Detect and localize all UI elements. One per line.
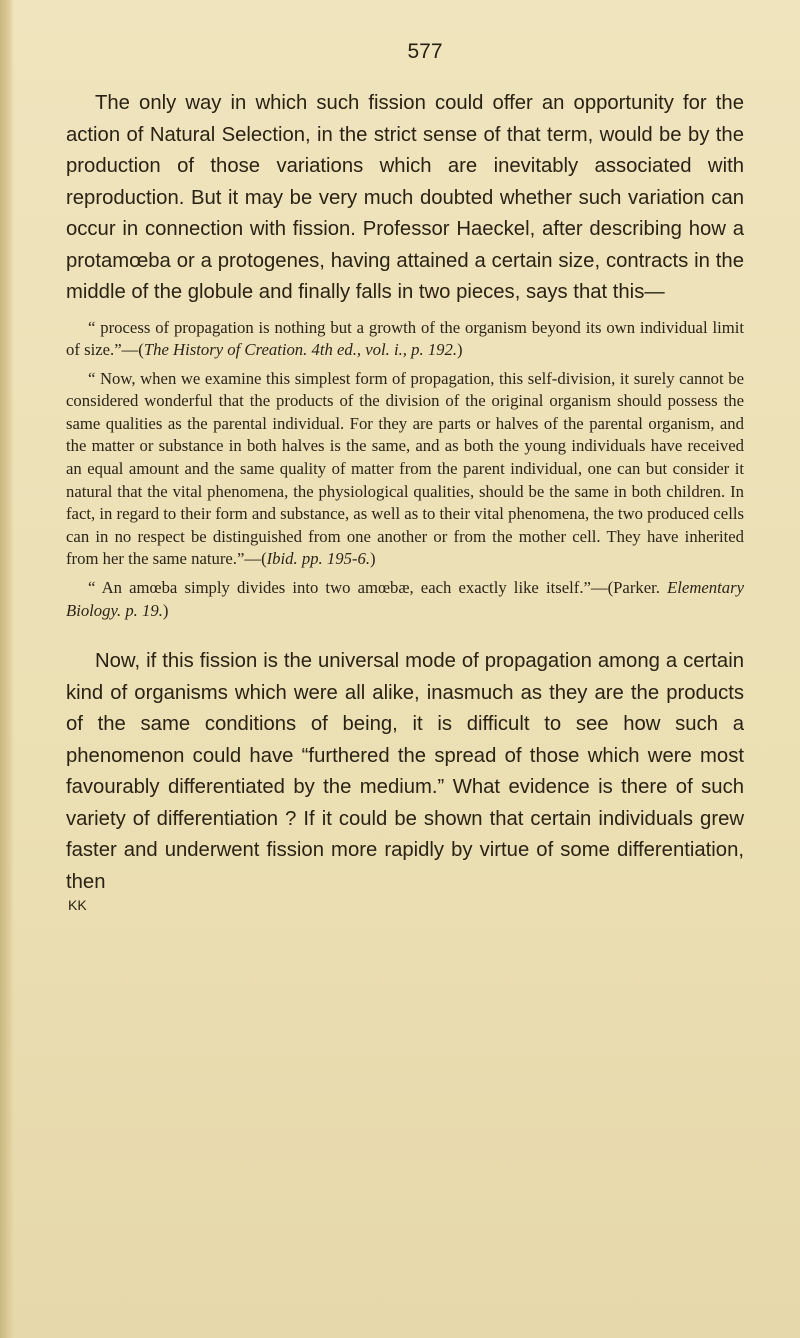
quote-parker	[66, 577, 744, 622]
quote-3-close: )	[162, 600, 169, 620]
quote-1-close: )	[457, 340, 463, 360]
book-page	[66, 40, 744, 912]
quote-1-citation: The History of Creation. 4th ed., vol. i., p. 192.	[143, 340, 458, 360]
quote-2-text: “ Now, when we examine this simplest form of propagation, this self-division, it surely cannot be considered wonderful that the products of the division of the original organism should possess the same qualities as the parental individual. For they are parts or halves of the parental organism, and the matter or substance in both halves is the same, and as both the young individuals have received an equal amount and the same quality of matter from the parent individual, one can but consider it natural that the vital phenomena, the physiological qualities, should be the same in both children. In fact, in regard to their form and substance, as well as to their vital phenomena, the two produced cells can in no respect be distinguished from one another or from the mother cell. They have inherited from her the same nature.”—(	[66, 368, 744, 569]
quote-haeckel-1	[66, 317, 744, 362]
quote-1-text: “ process of propagation is nothing but a growth of the organism beyond its own individual limit of size.”—(	[66, 317, 744, 360]
page-number: 577	[407, 40, 443, 63]
quote-3-citation: Elementary Biology. p. 19.	[66, 578, 744, 620]
signature-mark: KK	[68, 897, 87, 914]
paragraph-1: The only way in which such fission could offer an opportunity for the action of Natural Selection, in the strict sense of that term, would be by the production of those variations which are inevitably associated with reproduction. But it may be very much doubted whether such variation can occur in connection with fission. Professor Haeckel, after describing how a protamœba or a protogenes, having attained a certain size, contracts in the middle of the globule and finally falls in two pieces, says that this—	[66, 92, 744, 303]
page-binding-edge	[0, 0, 14, 1338]
quote-haeckel-2	[66, 368, 744, 571]
quote-3-text: “ An amœba simply divides into two amœbæ, each exactly like itself.”—(Parker.	[88, 578, 668, 598]
quote-2-close: )	[370, 549, 376, 569]
paragraph-2: Now, if this fission is the universal mode of propagation among a certain kind of organisms which were all alike, inasmuch as they are the products of the same conditions of being, it is difficult to see how such a phenomenon could have “furthered the spread of those which were most favourably differentiated by the medium.” What evidence is there of such variety of differentiation ? If it could be shown that certain individuals grew faster and underwent fission more rapidly by virtue of some differentiation, then	[66, 650, 744, 893]
quote-2-citation: Ibid. pp. 195-6.	[266, 549, 370, 569]
